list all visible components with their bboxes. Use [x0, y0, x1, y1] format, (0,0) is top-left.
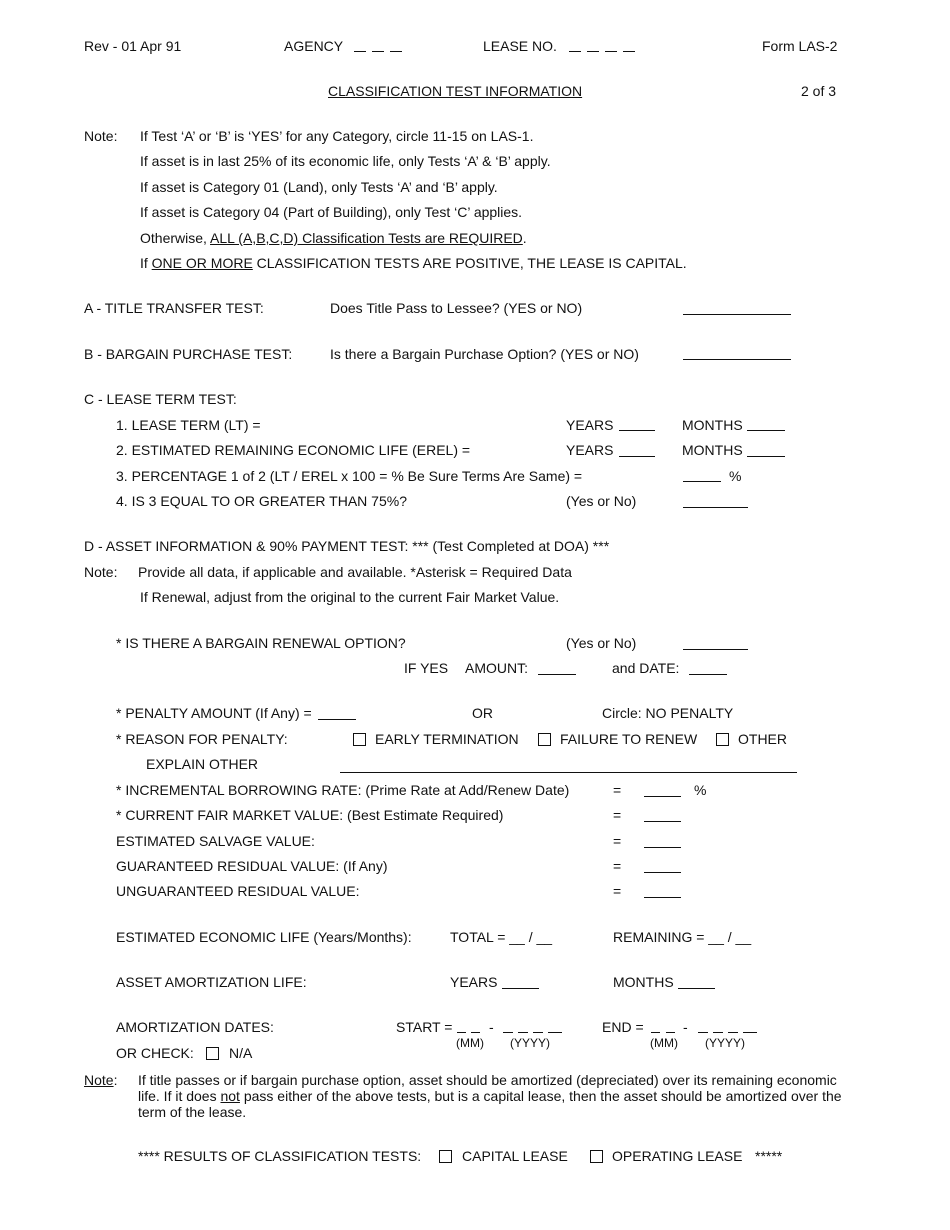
other-reason-checkbox[interactable] [716, 733, 729, 746]
guaranteed-residual-field[interactable] [644, 872, 681, 873]
start-year-digit-4[interactable] [548, 1032, 562, 1033]
early-termination-label: EARLY TERMINATION [375, 731, 519, 747]
start-mm-caption: (MM) [456, 1036, 484, 1050]
note-line-2: If asset is in last 25% of its economic life, only Tests ‘A’ & ‘B’ apply. [140, 153, 551, 169]
borrowing-rate-percent: % [694, 782, 707, 798]
capital-lease-checkbox[interactable] [439, 1150, 452, 1163]
start-date-dash: - [489, 1019, 494, 1035]
seventy-five-percent-question: 4. IS 3 EQUAL TO OR GREATER THAN 75%? [116, 493, 407, 509]
na-checkbox[interactable] [206, 1047, 219, 1060]
end-date-label: END = [602, 1019, 644, 1035]
lease-no-label: LEASE NO. [483, 38, 557, 54]
bottom-note-text: If title passes or if bargain purchase option, asset should be amortized (depreciated) over its remaining economic life. If it does not pass either of the above tests, but is a capital lease, then the asset should be amortized over the term of the lease. [138, 1072, 842, 1120]
explain-other-field[interactable] [340, 772, 797, 773]
end-month-digit-2[interactable] [666, 1032, 675, 1033]
failure-to-renew-checkbox[interactable] [538, 733, 551, 746]
erel-label: 2. ESTIMATED REMAINING ECONOMIC LIFE (EREL) = [116, 442, 471, 458]
fair-market-value-field[interactable] [644, 821, 681, 822]
guaranteed-equals: = [613, 858, 622, 874]
lease-no-blank-2[interactable] [587, 51, 599, 52]
operating-lease-checkbox[interactable] [590, 1150, 603, 1163]
unguaranteed-residual-field[interactable] [644, 897, 681, 898]
fair-market-equals: = [613, 807, 622, 823]
start-year-digit-2[interactable] [518, 1032, 528, 1033]
page-title: CLASSIFICATION TEST INFORMATION [328, 83, 583, 99]
bottom-note-label: Note: [84, 1072, 118, 1088]
end-year-digit-3[interactable] [728, 1032, 738, 1033]
borrowing-rate-equals: = [613, 782, 622, 798]
borrowing-rate-label: * INCREMENTAL BORROWING RATE: (Prime Rate at Add/Renew Date) [116, 782, 570, 798]
agency-blank-1[interactable] [354, 51, 366, 52]
end-mm-caption: (MM) [650, 1036, 678, 1050]
lease-no-blank-4[interactable] [623, 51, 635, 52]
percentage-symbol: % [729, 468, 742, 484]
capital-lease-label: CAPITAL LEASE [462, 1148, 568, 1164]
form-number: Form LAS-2 [762, 38, 838, 54]
end-month-digit-1[interactable] [651, 1032, 660, 1033]
renewal-date-field[interactable] [689, 674, 727, 675]
start-date-label: START = [396, 1019, 453, 1035]
penalty-amount-label: * PENALTY AMOUNT (If Any) = [116, 705, 312, 721]
renewal-yes-no-label: (Yes or No) [566, 635, 637, 651]
operating-lease-label: OPERATING LEASE [612, 1148, 743, 1164]
or-check-label: OR CHECK: [116, 1045, 194, 1061]
amortization-months-label: MONTHS [613, 974, 674, 990]
renewal-amount-field[interactable] [538, 674, 576, 675]
end-year-digit-4[interactable] [743, 1032, 757, 1033]
notes-label: Note: [84, 128, 118, 144]
fair-market-value-label: * CURRENT FAIR MARKET VALUE: (Best Estimate Required) [116, 807, 504, 823]
lease-term-years-label: YEARS [566, 417, 614, 433]
results-suffix: ***** [755, 1148, 783, 1164]
penalty-amount-field[interactable] [318, 719, 356, 720]
percentage-field[interactable] [683, 481, 721, 482]
unguaranteed-equals: = [613, 883, 622, 899]
amortization-life-label: ASSET AMORTIZATION LIFE: [116, 974, 307, 990]
end-year-digit-1[interactable] [698, 1032, 708, 1033]
renewal-amount-label: AMOUNT: [465, 660, 528, 676]
salvage-value-label: ESTIMATED SALVAGE VALUE: [116, 833, 315, 849]
erel-months-field[interactable] [747, 456, 785, 457]
lease-term-months-label: MONTHS [682, 417, 743, 433]
results-label: **** RESULTS OF CLASSIFICATION TESTS: [138, 1148, 422, 1164]
percentage-label: 3. PERCENTAGE 1 of 2 (LT / EREL x 100 = % Be Sure Terms Are Same) = [116, 468, 583, 484]
amortization-years-label: YEARS [450, 974, 498, 990]
agency-blank-3[interactable] [390, 51, 402, 52]
penalty-or-label: OR [472, 705, 493, 721]
renewal-date-label: and DATE: [612, 660, 680, 676]
end-year-digit-2[interactable] [713, 1032, 723, 1033]
na-label: N/A [229, 1045, 253, 1061]
test-c-yes-no-field[interactable] [683, 507, 748, 508]
note-line-5: Otherwise, ALL (A,B,C,D) Classification Tests are REQUIRED. [140, 230, 527, 246]
agency-blank-2[interactable] [372, 51, 384, 52]
start-year-digit-1[interactable] [503, 1032, 513, 1033]
test-b-answer-field[interactable] [683, 359, 791, 360]
lease-no-blank-1[interactable] [569, 51, 581, 52]
agency-label: AGENCY [284, 38, 344, 54]
amortization-dates-label: AMORTIZATION DATES: [116, 1019, 274, 1035]
if-yes-label: IF YES [404, 660, 449, 676]
economic-life-remaining[interactable]: REMAINING = __ / __ [613, 929, 752, 945]
test-d-note-2: If Renewal, adjust from the original to the current Fair Market Value. [140, 589, 560, 605]
salvage-value-field[interactable] [644, 847, 681, 848]
end-yyyy-caption: (YYYY) [705, 1036, 746, 1050]
start-yyyy-caption: (YYYY) [510, 1036, 551, 1050]
note-line-3: If asset is Category 01 (Land), only Tests ‘A’ and ‘B’ apply. [140, 179, 498, 195]
test-d-label: D - ASSET INFORMATION & 90% PAYMENT TEST: *** (Test Completed at DOA) *** [84, 538, 610, 554]
test-d-note-1: Provide all data, if applicable and available. *Asterisk = Required Data [138, 564, 572, 580]
start-year-digit-3[interactable] [533, 1032, 543, 1033]
test-a-label: A - TITLE TRANSFER TEST: [84, 300, 264, 316]
failure-to-renew-label: FAILURE TO RENEW [560, 731, 698, 747]
penalty-reason-label: * REASON FOR PENALTY: [116, 731, 288, 747]
amortization-years-field[interactable] [502, 988, 539, 989]
no-penalty-option[interactable]: Circle: NO PENALTY [602, 705, 734, 721]
lease-term-years-field[interactable] [619, 430, 655, 431]
note-line-6: If ONE OR MORE CLASSIFICATION TESTS ARE POSITIVE, THE LEASE IS CAPITAL. [140, 255, 687, 271]
guaranteed-residual-label: GUARANTEED RESIDUAL VALUE: (If Any) [116, 858, 388, 874]
lease-no-blank-3[interactable] [605, 51, 617, 52]
borrowing-rate-field[interactable] [644, 796, 681, 797]
lease-term-months-field[interactable] [747, 430, 785, 431]
explain-other-label: EXPLAIN OTHER [146, 756, 259, 772]
bargain-renewal-question: * IS THERE A BARGAIN RENEWAL OPTION? [116, 635, 406, 651]
erel-months-label: MONTHS [682, 442, 743, 458]
erel-years-field[interactable] [619, 456, 655, 457]
amortization-months-field[interactable] [678, 988, 715, 989]
page-number: 2 of 3 [801, 83, 837, 99]
test-a-question: Does Title Pass to Lessee? (YES or NO) [330, 300, 583, 316]
note-line-1: If Test ‘A’ or ‘B’ is ‘YES’ for any Category, circle 11-15 on LAS-1. [140, 128, 534, 144]
test-d-note-label: Note: [84, 564, 118, 580]
test-b-question: Is there a Bargain Purchase Option? (YES or NO) [330, 346, 639, 362]
unguaranteed-residual-label: UNGUARANTEED RESIDUAL VALUE: [116, 883, 360, 899]
end-date-dash: - [683, 1019, 688, 1035]
note-line-4: If asset is Category 04 (Part of Building), only Test ‘C’ applies. [140, 204, 523, 220]
test-b-label: B - BARGAIN PURCHASE TEST: [84, 346, 293, 362]
early-termination-checkbox[interactable] [353, 733, 366, 746]
economic-life-total[interactable]: TOTAL = __ / __ [450, 929, 553, 945]
economic-life-label: ESTIMATED ECONOMIC LIFE (Years/Months): [116, 929, 412, 945]
revision-label: Rev - 01 Apr 91 [84, 38, 182, 54]
test-a-answer-field[interactable] [683, 314, 791, 315]
lease-term-label: 1. LEASE TERM (LT) = [116, 417, 261, 433]
start-month-digit-1[interactable] [457, 1032, 466, 1033]
test-c-yes-no-label: (Yes or No) [566, 493, 637, 509]
start-month-digit-2[interactable] [471, 1032, 480, 1033]
test-c-label: C - LEASE TERM TEST: [84, 391, 237, 407]
other-reason-label: OTHER [738, 731, 787, 747]
renewal-yes-no-field[interactable] [683, 649, 748, 650]
erel-years-label: YEARS [566, 442, 614, 458]
salvage-equals: = [613, 833, 622, 849]
